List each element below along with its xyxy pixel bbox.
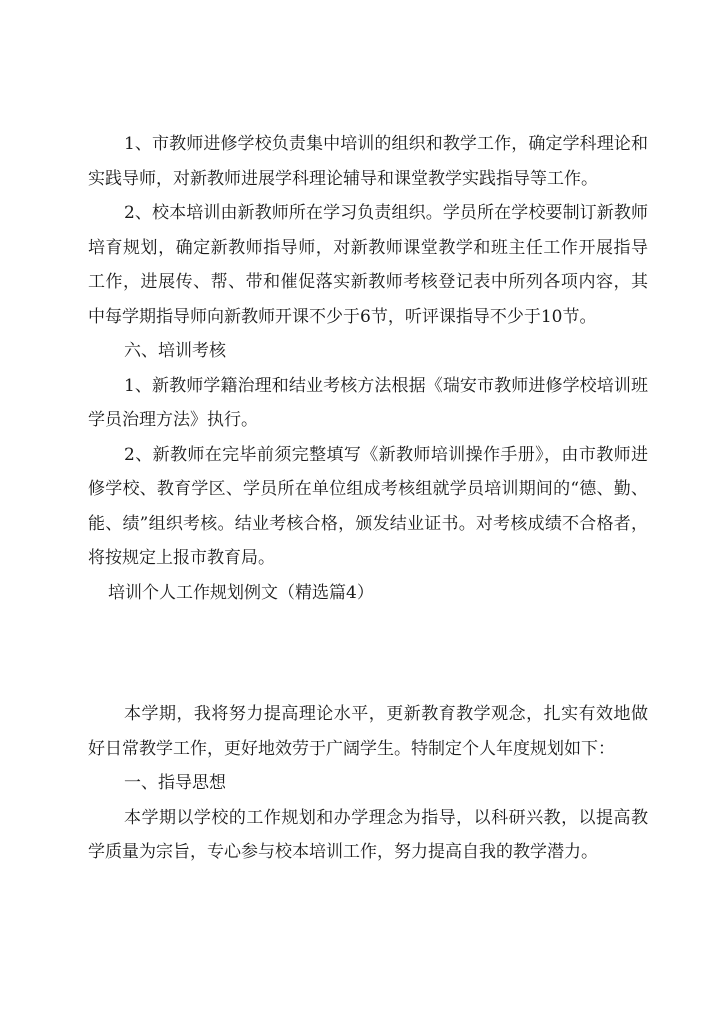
paragraph-4: 2、新教师在完毕前须完整填写《新教师培训操作手册》，由市教师进修学校、教育学区、学员所在单位组成考核组就学员培训期间的“德、勤、能、绩”组织考核。结业考核合格，颁发结业证书。对考核成绩不合格者，将按规定上报市教育局。 xyxy=(88,444,648,568)
heading-guiding-ideology: 一、指导思想 xyxy=(124,773,226,793)
text-block-1 xyxy=(88,127,648,610)
paragraph-3: 1、新教师学籍治理和结业考核方法根据《瑞安市教师进修学校培训班学员治理方法》执行。 xyxy=(88,375,648,430)
section-title: 培训个人工作规划例文（精选篇4） xyxy=(108,582,374,603)
paragraph-1: 1、市教师进修学校负责集中培训的组织和教学工作，确定学科理论和实践导师，对新教师进展学科理论辅导和课堂教学实践指导等工作。 xyxy=(88,134,648,189)
paragraph-2: 2、校本培训由新教师所在学习负责组织。学员所在学校要制订新教师培育规划，确定新教师指导师，对新教师课堂教学和班主任工作开展指导工作，进展传、帮、带和催促落实新教师考核登记表中所列各项内容，其中每学期指导师向新教师开课不少于6节，听评课指导不少于10节。 xyxy=(88,203,648,327)
paragraph-6: 本学期以学校的工作规划和办学理念为指导，以科研兴教，以提高教学质量为宗旨，专心参与校本培训工作，努力提高自我的教学潜力。 xyxy=(88,807,648,862)
heading-training-assessment: 六、培训考核 xyxy=(124,341,226,361)
text-block-2 xyxy=(88,697,648,870)
paragraph-5: 本学期，我将努力提高理论水平，更新教育教学观念，扎实有效地做好日常教学工作，更好地效劳于广阔学生。特制定个人年度规划如下： xyxy=(88,704,648,759)
